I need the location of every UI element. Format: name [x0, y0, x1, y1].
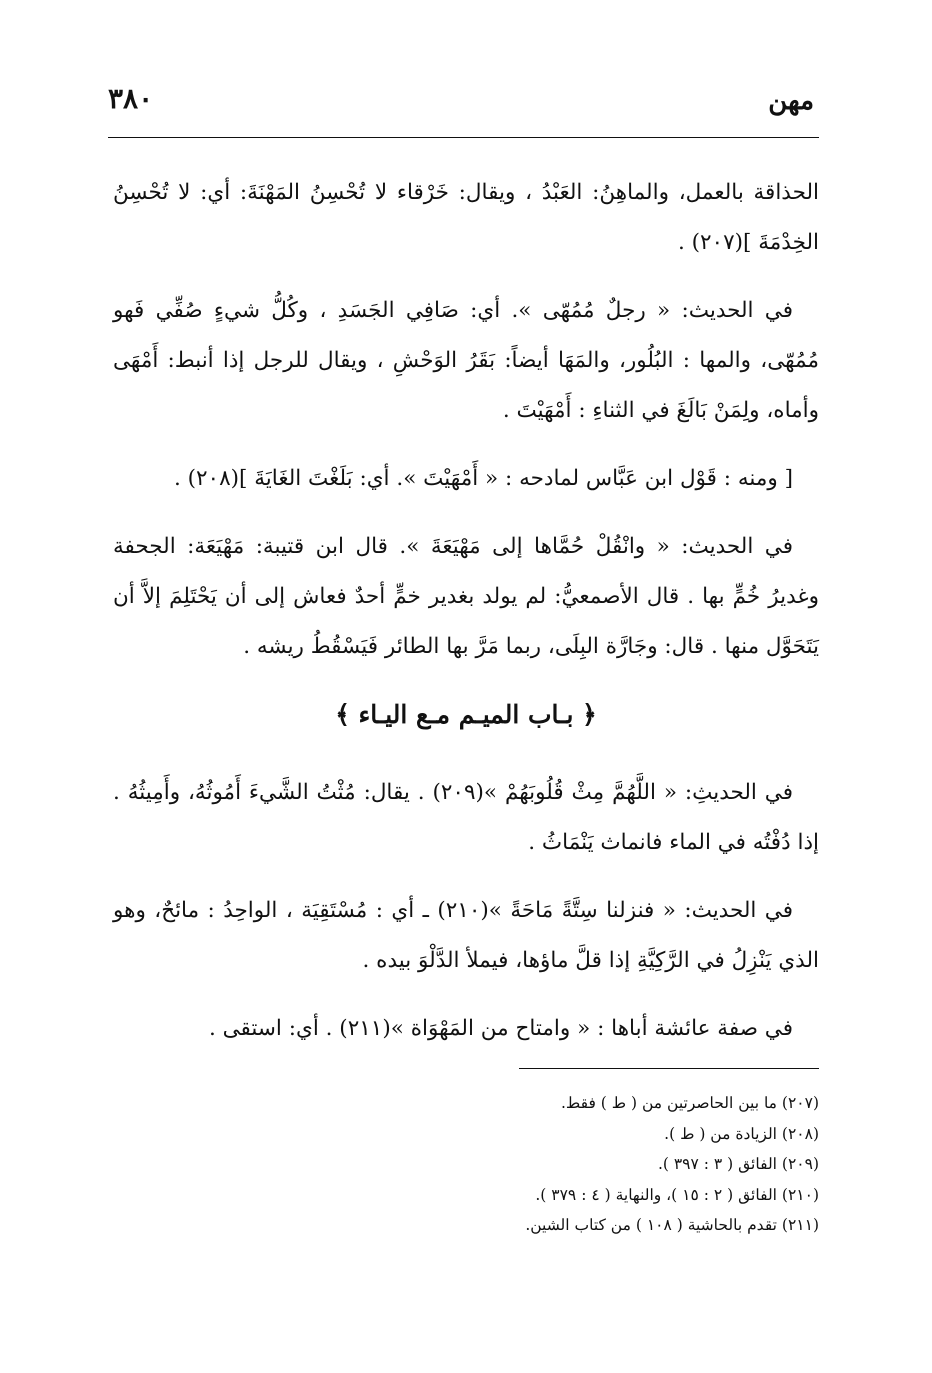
paragraph: في صفة عائشة أباها : « وامتاح من المَهْوَاة »(٢١١) . أي: استقى . [208, 1016, 793, 1041]
footnote: (٢١٠) الفائق ( ٢ : ١٥ )، والنهاية ( ٤ : ٣٧٩ ). [535, 1185, 819, 1204]
page-number: ٣٨٠ [108, 82, 154, 115]
paragraph: [ ومنه : قَوْل ابن عَبَّاس لمادحه : « أَمْهَيْتَ ». أي: بَلَغْتَ الغَايَةَ ](٢٠٨) . [173, 466, 793, 491]
section-heading: ﴿ بـاب الميـم مـع اليـاء ﴾ [335, 700, 597, 729]
main-text [113, 168, 819, 1072]
footnote-divider [519, 1068, 819, 1069]
running-head: مهن [768, 86, 814, 116]
footnote: (٢٠٨) الزيادة من ( ط ). [664, 1124, 819, 1143]
footnote: (٢٠٧) ما بين الحاصرتين من ( ط ) فقط. [560, 1094, 819, 1112]
paragraph: في الحديث: « فنزلنا سِتَّةً مَاحَةً »(٢١٠) ـ أي : مُسْتَقِيَة ، الواحِدُ : مائحٌ، وهو الذي يَنْزِلُ في الرَّكِيَّةِ إذا قلَّ ماؤها، فيملأ الدَّلْوَ بيده . [113, 898, 819, 973]
header-divider [108, 137, 819, 138]
paragraph: الحذاقة بالعمل، والماهِنُ: العَبْدُ ، ويقال: خَرْقاء لا تُحْسِنُ المَهْنَةَ: أي: لا تُحْسِنُ الخِدْمَةَ ](٢٠٧) . [113, 180, 819, 255]
paragraph: في الحديث: « وانْقُلْ حُمَّاها إلى مَهْيَعَةَ ». قال ابن قتيبة: مَهْيَعَة: الجحفة وغديرُ خُمٍّ بها . قال الأصمعيُّ: لم يولد بغدير خمٍّ أحدٌ فعاش إلى أن يَحْتَلِمَ إلاَّ أن يَتَحَوَّل منها . قال: وجَارَّة البِلَى، ربما مَرَّ بها الطائر فَيَسْقُطُ ريشه . [113, 534, 819, 659]
paragraph: في الحديث: « رجلٌ مُمُهّى ». أي: صَافِي الجَسَدِ ، وكُلُّ شيءٍ صُفِّي فَهو مُمُهّى، والمها : البُلُور، والمَهَا أيضاً: بَقَرُ الوَحْشِ ، ويقال للرجل إذا أنبط: أَمْهَى وأماه، ولِمَنْ بَالَغَ في الثناءِ : أَمْهَيْتَ . [113, 298, 819, 423]
footnotes [113, 1088, 819, 1241]
paragraph: في الحديثِ: « اللَّهُمَّ مِثْ قُلُوبَهُمْ »(٢٠٩) . يقال: مُثْتُ الشَّيءَ أَمُوثُهُ، وأَمِيثُهُ . إذا دُفْتُه في الماء فانماث يَنْمَاثُ . [113, 780, 819, 855]
footnote: (٢١١) تقدم بالحاشية ( ١٠٨ ) من كتاب الشين. [525, 1216, 819, 1234]
footnote: (٢٠٩) الفائق ( ٣ : ٣٩٧ ). [657, 1155, 819, 1173]
